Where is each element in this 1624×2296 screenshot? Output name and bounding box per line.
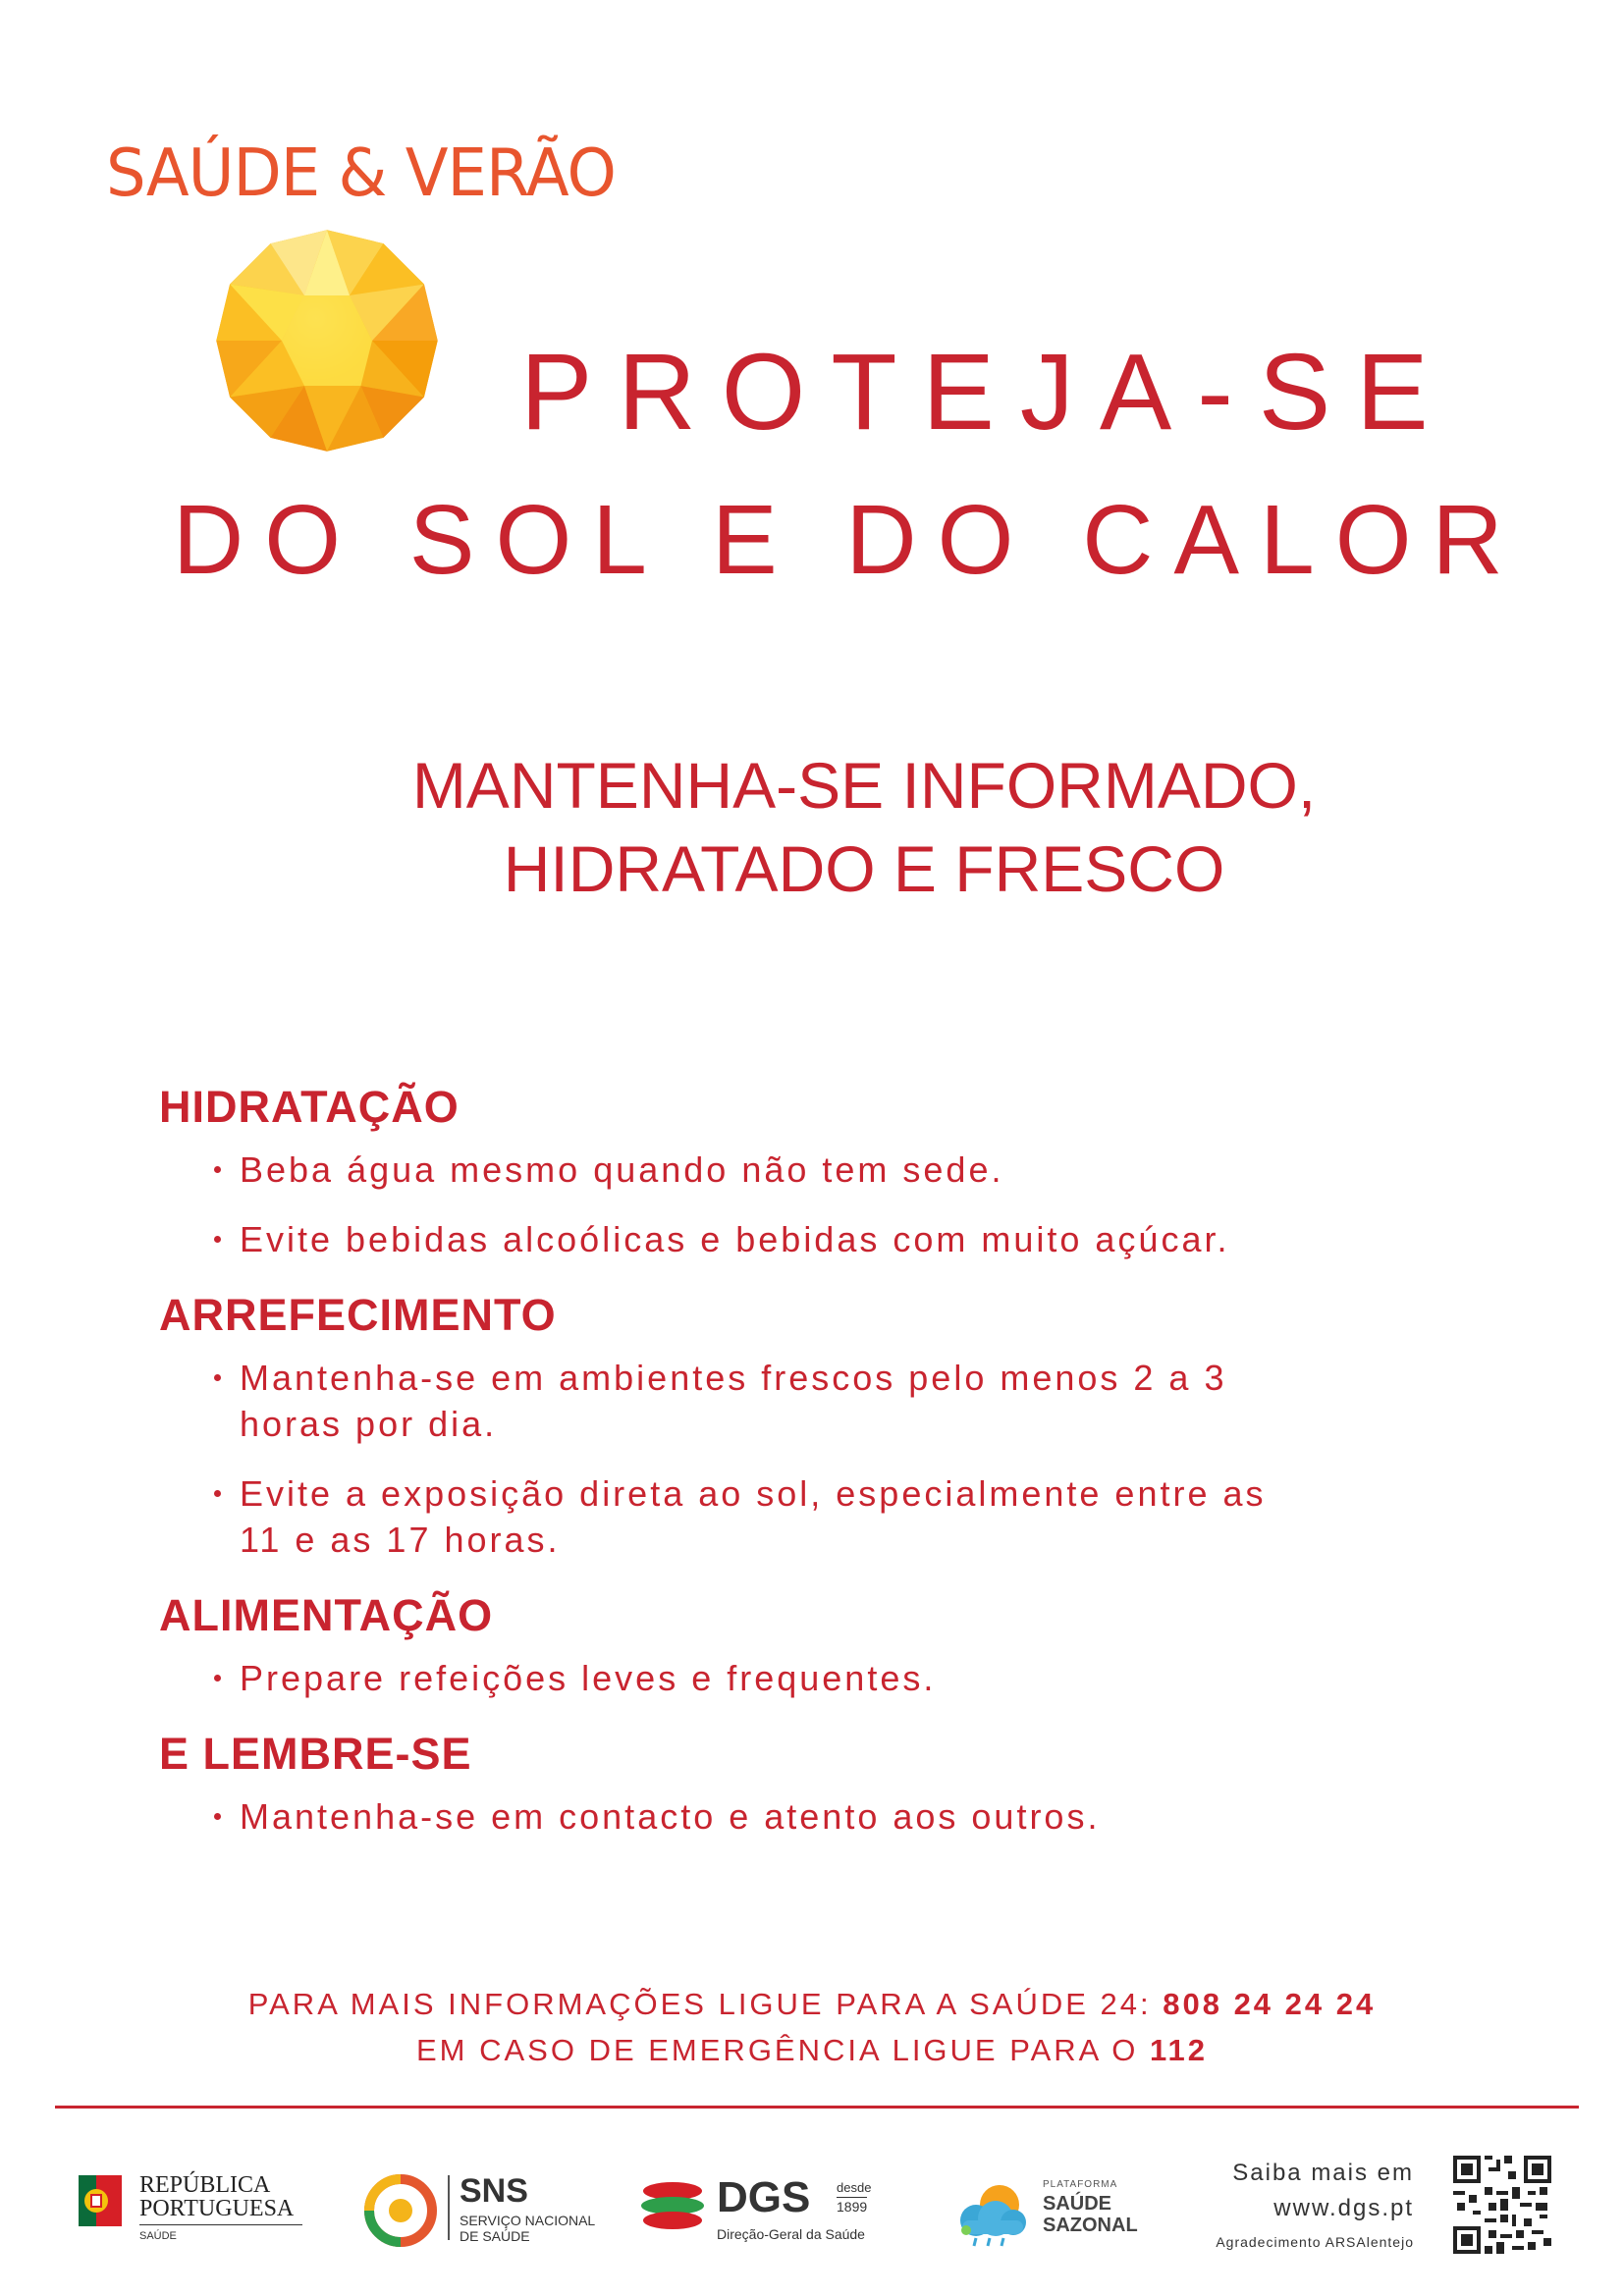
emergency-number: 112 bbox=[1149, 2033, 1208, 2067]
bullet-list bbox=[159, 1793, 1386, 1840]
dgs-since-year: 1899 bbox=[837, 2199, 868, 2215]
brand-logo-text: SAÚDE & VERÃO bbox=[106, 135, 616, 212]
bullet-item: Mantenha-se em ambientes frescos pelo menos 2 a 3 horas por dia. bbox=[214, 1355, 1300, 1447]
section-alimentacao bbox=[159, 1586, 1386, 1701]
sns-abbr: SNS bbox=[460, 2172, 528, 2210]
section-lembre-se bbox=[159, 1725, 1386, 1840]
saiba-mais-text: Saiba mais em bbox=[1232, 2160, 1414, 2186]
section-arrefecimento bbox=[159, 1286, 1386, 1563]
dgs-logo bbox=[640, 2175, 886, 2254]
republica-line-3: SAÚDE bbox=[139, 2230, 177, 2242]
bullet-item: Evite bebidas alcoólicas e bebidas com muito açúcar. bbox=[214, 1216, 1300, 1262]
section-heading: ALIMENTAÇÃO bbox=[159, 1590, 494, 1640]
bullet-list bbox=[159, 1355, 1386, 1563]
weather-cloud-icon bbox=[948, 2181, 1037, 2252]
republica-portuguesa-logo bbox=[79, 2171, 314, 2250]
website-link[interactable]: www.dgs.pt bbox=[1273, 2195, 1414, 2221]
footer-divider bbox=[55, 2106, 1579, 2109]
sns-symbol-icon bbox=[361, 2173, 440, 2248]
section-heading: ARREFECIMENTO bbox=[159, 1290, 557, 1340]
subtitle bbox=[295, 744, 1434, 911]
section-hidratacao bbox=[159, 1078, 1386, 1262]
sun-icon bbox=[214, 228, 440, 454]
dgs-symbol-icon bbox=[640, 2181, 705, 2230]
republica-line-2: PORTUGUESA bbox=[139, 2196, 295, 2221]
bullet-item: Evite a exposição direta ao sol, especialmente entre as 11 e as 17 horas. bbox=[214, 1470, 1300, 1563]
plataforma-line-2: SAÚDE bbox=[1043, 2193, 1112, 2215]
republica-emblem-icon bbox=[79, 2175, 122, 2226]
bullet-item: Beba água mesmo quando não tem sede. bbox=[214, 1147, 1300, 1193]
sns-divider bbox=[448, 2175, 450, 2240]
title-line-2: DO SOL E DO CALOR bbox=[173, 485, 1524, 595]
plataforma-line-1: PLATAFORMA bbox=[1043, 2179, 1118, 2190]
title-line-1: PROTEJA-SE bbox=[520, 332, 1454, 453]
plataforma-saude-sazonal-logo bbox=[948, 2175, 1164, 2254]
section-heading: HIDRATAÇÃO bbox=[159, 1082, 460, 1132]
saude24-number: 808 24 24 24 bbox=[1163, 1987, 1377, 2021]
qr-code-icon[interactable] bbox=[1453, 2156, 1551, 2254]
republica-line-1: REPÚBLICA bbox=[139, 2172, 271, 2198]
sns-line-1: SERVIÇO NACIONAL bbox=[460, 2213, 596, 2228]
info-line-1 bbox=[157, 1981, 1467, 2027]
dgs-since-label: desde bbox=[837, 2180, 872, 2195]
subtitle-line-2: HIDRATADO E FRESCO bbox=[503, 832, 1225, 905]
contact-info bbox=[157, 1981, 1467, 2073]
dgs-abbr: DGS bbox=[717, 2173, 811, 2221]
plataforma-line-3: SAZONAL bbox=[1043, 2215, 1138, 2236]
advice-sections bbox=[159, 1078, 1386, 1863]
republica-divider bbox=[139, 2224, 302, 2225]
subtitle-line-1: MANTENHA-SE INFORMADO, bbox=[411, 749, 1317, 822]
agradecimento-text: Agradecimento ARSAlentejo bbox=[1216, 2234, 1414, 2250]
info-line-2 bbox=[157, 2027, 1467, 2073]
bullet-list bbox=[159, 1147, 1386, 1262]
info-line-1-text: PARA MAIS INFORMAÇÕES LIGUE PARA A SAÚDE 24: bbox=[247, 1987, 1164, 2021]
bullet-list bbox=[159, 1655, 1386, 1701]
bullet-item: Mantenha-se em contacto e atento aos outros. bbox=[214, 1793, 1300, 1840]
dgs-name: Direção-Geral da Saúde bbox=[717, 2226, 865, 2242]
section-heading: E LEMBRE-SE bbox=[159, 1729, 472, 1779]
bullet-item: Prepare refeições leves e frequentes. bbox=[214, 1655, 1300, 1701]
sns-line-2: DE SAÚDE bbox=[460, 2228, 530, 2244]
saiba-mais-block bbox=[1188, 2156, 1551, 2264]
sns-logo bbox=[361, 2173, 597, 2252]
info-line-2-text: EM CASO DE EMERGÊNCIA LIGUE PARA O bbox=[416, 2033, 1150, 2067]
